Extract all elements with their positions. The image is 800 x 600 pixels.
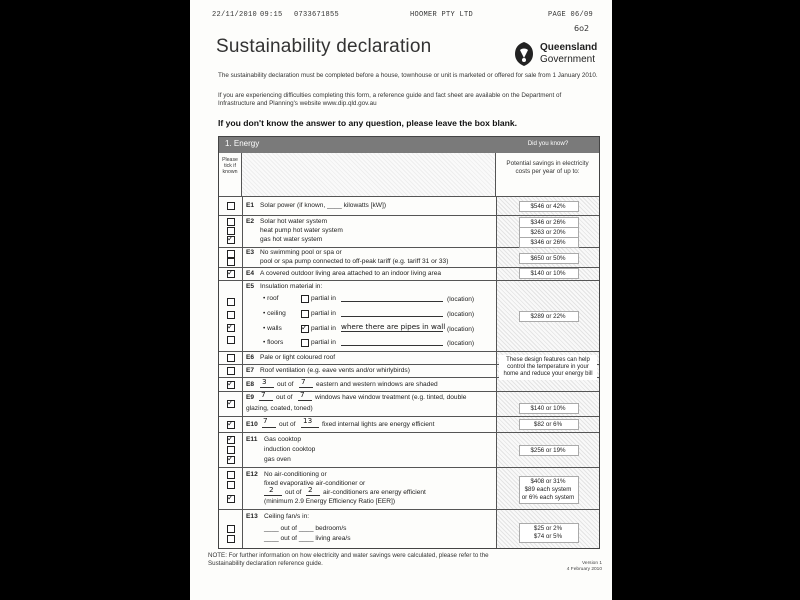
text-e5-walls-partial: partial in <box>311 325 336 332</box>
row-e10 <box>219 416 599 433</box>
intro-paragraph-1: The sustainability declaration must be completed before a house, townhouse or unit is marketed or offered for sale from 1 January 2010. <box>218 72 598 79</box>
queensland-government-logo <box>512 41 602 69</box>
savings-e12-line1: $408 or 31% <box>530 478 566 485</box>
text-e5-walls-location: (location) <box>447 326 475 333</box>
line-e5-ceiling[interactable] <box>341 316 443 317</box>
savings-e3: $650 or 50% <box>530 255 566 262</box>
text-e7: Roof ventilation (e.g. eave vents and/or whirlybirds) <box>260 367 410 374</box>
text-e9-line2: glazing, coated, toned) <box>246 405 313 412</box>
row-e11 <box>219 432 599 468</box>
code-e5: E5 <box>246 283 255 290</box>
text-e5-ceiling-partial: partial in <box>311 310 336 317</box>
version-info <box>542 561 602 572</box>
checkbox-e5-floors-partial[interactable] <box>301 339 309 347</box>
instruction-note: If you don't know the answer to any question, please leave the box blank. <box>218 118 518 128</box>
code-e13: E13 <box>246 513 258 520</box>
checkbox-e5-floors[interactable] <box>227 336 235 344</box>
line-e10-count[interactable] <box>262 427 276 428</box>
text-e5-roof-location: (location) <box>447 296 475 303</box>
logo-line-1: Queensland <box>540 42 598 53</box>
savings-e1: $546 or 42% <box>530 203 566 210</box>
handwritten-e10-total: 13 <box>303 416 313 425</box>
text-e5-walls: • walls <box>263 325 282 332</box>
handwritten-e12-count: 2 <box>269 485 274 494</box>
footnote: NOTE: For further information on how electricity and water savings were calculated, please refer to the Sustainability declaration reference guide. <box>208 552 489 567</box>
row-e5 <box>219 280 599 352</box>
checkbox-e5-walls[interactable] <box>227 324 235 332</box>
savings-e10: $82 or 6% <box>533 421 563 428</box>
handwritten-e5-walls: where there are pipes in wall <box>341 322 446 331</box>
handwritten-e12-total: 2 <box>308 485 313 494</box>
row-e2 <box>219 215 599 248</box>
savings-e9: $140 or 10% <box>530 405 566 412</box>
text-e12-line3: air-conditioners are energy efficient <box>323 489 426 496</box>
text-e10: fixed internal lights are energy efficient <box>322 421 435 428</box>
checkbox-e11-gas-oven[interactable] <box>227 456 235 464</box>
text-e3-line2: pool or spa pump connected to off-peak tariff (e.g. tariff 31 or 33) <box>260 258 449 265</box>
line-e9-count[interactable] <box>259 400 273 401</box>
handwritten-e9-total: 7 <box>300 390 305 399</box>
text-e8-out-of: out of <box>277 381 294 388</box>
code-e3: E3 <box>246 249 255 256</box>
checkbox-e2-solar[interactable] <box>227 218 235 226</box>
handwritten-e9-count: 7 <box>261 390 266 399</box>
intro-paragraph-2: If you are experiencing difficulties completing this form, a reference guide and fact sheet are available on the Department of Infrastructure and Planning's website www.dip.qld.gov.au <box>218 92 562 107</box>
fax-date: 22/11/2010 <box>212 11 258 19</box>
text-e5-floors: • floors <box>263 339 284 346</box>
checkbox-e7[interactable] <box>227 367 235 375</box>
checkbox-e12-no-ac[interactable] <box>227 471 235 479</box>
savings-e4: $140 or 10% <box>530 270 566 277</box>
checkbox-e3-off-peak[interactable] <box>227 258 235 266</box>
text-e5-ceiling: • ceiling <box>263 310 286 317</box>
text-e5-roof: • roof <box>263 295 279 302</box>
savings-e5: $289 or 22% <box>530 313 566 320</box>
checkbox-e5-ceiling-partial[interactable] <box>301 310 309 318</box>
line-e8-total[interactable] <box>299 387 313 388</box>
handwritten-e8-total: 7 <box>301 377 306 386</box>
code-e8: E8 <box>246 381 255 388</box>
checkbox-e10[interactable] <box>227 421 235 429</box>
code-e2: E2 <box>246 218 255 225</box>
text-e5-floors-location: (location) <box>447 340 475 347</box>
version-number: Version 1 <box>581 561 602 566</box>
row-e3 <box>219 247 599 268</box>
text-e12-out-of: out of <box>285 489 302 496</box>
text-e2-gas: gas hot water system <box>260 236 323 243</box>
fax-time: 09:15 <box>260 11 283 19</box>
checkbox-e5-roof[interactable] <box>227 298 235 306</box>
row-e4 <box>219 267 599 281</box>
design-features-note: These design features can help control the temperature in your home and reduce your energy bill <box>499 355 597 380</box>
text-e12-line1: No air-conditioning or <box>264 471 327 478</box>
text-e8: eastern and western windows are shaded <box>316 381 438 388</box>
checkbox-e5-walls-partial[interactable] <box>301 325 309 333</box>
checkbox-e13-living[interactable] <box>227 535 235 543</box>
text-e9-out-of: out of <box>276 394 293 401</box>
code-e9: E9 <box>246 394 255 401</box>
handwritten-page-number: 6o2 <box>574 24 590 33</box>
code-e6: E6 <box>246 354 255 361</box>
did-you-know-heading: Did you know? <box>527 140 569 147</box>
savings-e13-bedrooms: $25 or 2% <box>533 525 563 532</box>
handwritten-e8-count: 3 <box>262 377 267 386</box>
checkbox-e3-no-pool[interactable] <box>227 250 235 258</box>
crest-icon <box>512 41 536 67</box>
fax-company: HOOMER PTY LTD <box>410 11 474 19</box>
checkbox-e12-evaporative[interactable] <box>227 481 235 489</box>
checkbox-e12-efficient[interactable] <box>227 495 235 503</box>
savings-e12-line3: or 6% each system <box>521 494 575 501</box>
code-e7: E7 <box>246 367 255 374</box>
text-e3-line1: No swimming pool or spa or <box>260 249 342 256</box>
checkbox-e11-induction[interactable] <box>227 446 235 454</box>
code-e10: E10 <box>246 421 258 428</box>
text-e10-out-of: out of <box>279 421 296 428</box>
checkbox-e4[interactable] <box>227 270 235 278</box>
text-e13-bedrooms: ____ out of ____ bedroom/s <box>264 525 347 532</box>
code-e11: E11 <box>246 436 258 443</box>
scanned-form-page <box>190 0 612 600</box>
section-title: 1. Energy <box>225 139 260 148</box>
checkbox-e2-gas[interactable] <box>227 236 235 244</box>
savings-e2-gas: $346 or 26% <box>530 239 566 246</box>
handwritten-e10-count: 7 <box>263 416 268 425</box>
savings-e13-living: $74 or 5% <box>533 533 563 540</box>
energy-section-table <box>218 136 600 549</box>
checkbox-e1[interactable] <box>227 202 235 210</box>
tick-column-header: Please tick if known <box>219 153 242 197</box>
code-e1: E1 <box>246 202 255 209</box>
text-e13-living: ____ out of ____ living area/s <box>264 535 351 542</box>
line-e12-count[interactable] <box>264 495 282 496</box>
checkbox-e5-roof-partial[interactable] <box>301 295 309 303</box>
savings-column-header: Potential savings in electricity costs per year of up to: <box>496 153 599 197</box>
row-e9 <box>219 391 599 417</box>
text-e5-roof-partial: partial in <box>311 295 336 302</box>
text-e12-line2: fixed evaporative air-conditioner or <box>264 480 366 487</box>
text-e9-line1: windows have window treatment (e.g. tinted, double <box>315 394 467 401</box>
page-title: Sustainability declaration <box>216 36 432 57</box>
text-e2-heat-pump: heat pump hot water system <box>260 227 343 234</box>
logo-line-2: Government <box>540 54 596 65</box>
text-e5-heading: Insulation material in: <box>260 283 323 290</box>
text-e1: Solar power (if known, ____ kilowatts [kW]) <box>260 202 387 209</box>
line-e9-total[interactable] <box>298 400 312 401</box>
text-e6: Pale or light coloured roof <box>260 354 336 361</box>
text-e11-induction: induction cooktop <box>264 446 316 453</box>
line-e12-total[interactable] <box>306 495 320 496</box>
line-e5-walls[interactable] <box>341 331 443 332</box>
text-e5-floors-partial: partial in <box>311 339 336 346</box>
text-e4: A covered outdoor living area attached to an indoor living area <box>260 270 442 277</box>
row-e12 <box>219 467 599 510</box>
checkbox-e5-ceiling[interactable] <box>227 311 235 319</box>
line-e5-floors[interactable] <box>341 345 443 346</box>
line-e8-count[interactable] <box>260 387 274 388</box>
line-e10-total[interactable] <box>301 427 319 428</box>
code-e12: E12 <box>246 471 258 478</box>
text-e12-line4: (minimum 2.9 Energy Efficiency Ratio [EER]) <box>264 498 396 505</box>
checkbox-e6[interactable] <box>227 354 235 362</box>
code-e4: E4 <box>246 270 255 277</box>
main-column-header <box>242 153 496 197</box>
savings-e2-heat-pump: $263 or 20% <box>530 229 566 236</box>
text-e11-gas-cooktop: Gas cooktop <box>264 436 302 443</box>
row-e13 <box>219 509 599 548</box>
line-e5-roof[interactable] <box>341 301 443 302</box>
checkbox-e11-gas-cooktop[interactable] <box>227 436 235 444</box>
version-date: 4 February 2010 <box>566 566 602 572</box>
text-e13-heading: Ceiling fan/s in: <box>264 513 310 520</box>
fax-phone: 0733671855 <box>294 11 340 19</box>
savings-e11: $256 or 19% <box>530 447 566 454</box>
savings-e12-line2: $89 each system <box>524 486 572 493</box>
checkbox-e13-bedrooms[interactable] <box>227 525 235 533</box>
checkbox-e9[interactable] <box>227 400 235 408</box>
checkbox-e8[interactable] <box>227 381 235 389</box>
row-e1 <box>219 197 599 216</box>
savings-e2-solar: $346 or 26% <box>530 219 566 226</box>
fax-page: PAGE 06/09 <box>548 11 594 19</box>
text-e2-solar: Solar hot water system <box>260 218 328 225</box>
text-e11-gas-oven: gas oven <box>264 456 291 463</box>
section-header-bar <box>219 137 599 153</box>
text-e5-ceiling-location: (location) <box>447 311 475 318</box>
